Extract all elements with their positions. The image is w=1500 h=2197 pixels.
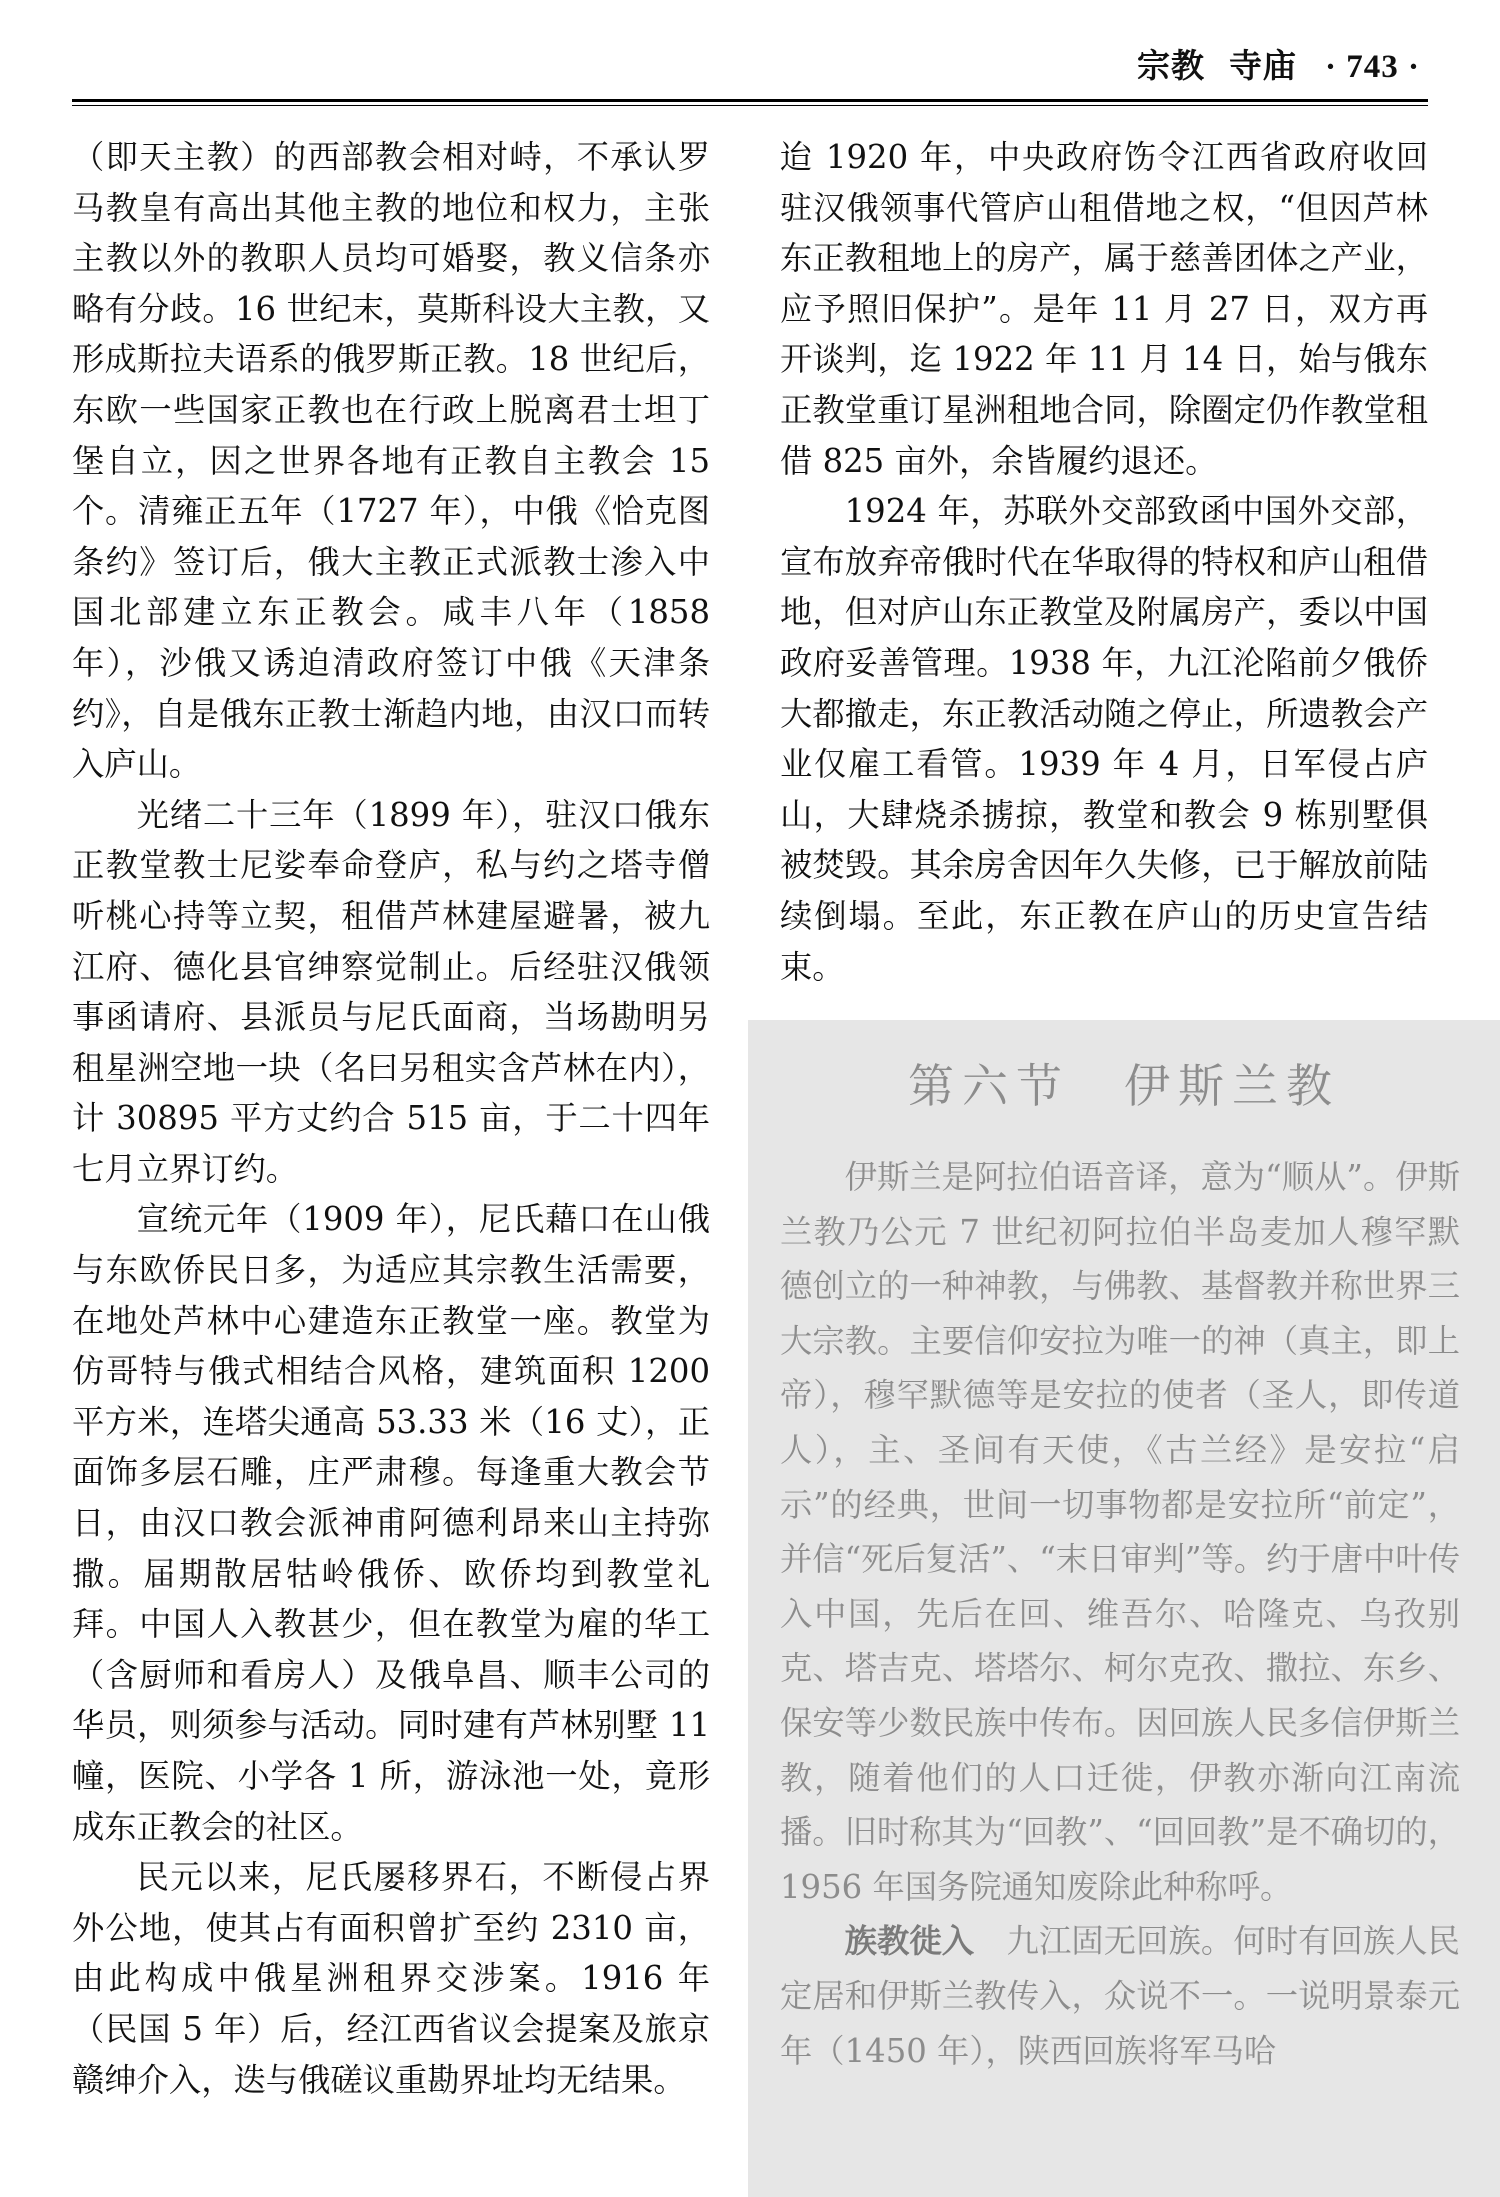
subsection-body: 九江固无回族。何时有回族人民定居和伊斯兰教传入，众说不一。一说明景泰元年（1450 年），陕西回族将军马哈 xyxy=(780,1922,1460,2070)
left-paragraph-3: 宣统元年（1909 年），尼氏藉口在山俄与东欧侨民日多，为适应其宗教生活需要，在地处芦林中心建造东正教堂一座。教堂为仿哥特与俄式相结合风格，建筑面积 1200 平方米，连塔尖通高 53.33 米（16 丈），正面饰多层石雕，庄严肃穆。每逢重大教会节日，由汉口教会派神甫阿德利昂来山主持弥撒。届期散居牯岭俄侨、欧侨均到教堂礼拜。中国人入教甚少，但在教堂为雇的华工（含厨师和看房人）及俄阜昌、顺丰公司的华员，则须参与活动。同时建有芦林别墅 11 幢，医院、小学各 1 所，游泳池一处，竟形成东正教会的社区。 xyxy=(72,1200,710,1846)
header-category: 宗教 xyxy=(1136,46,1205,85)
left-column xyxy=(72,132,710,2105)
section-six-box xyxy=(748,1020,1500,2197)
section-paragraph-2 xyxy=(780,1914,1460,2078)
section-paragraph-1: 伊斯兰是阿拉伯语音译，意为“顺从”。伊斯兰教乃公元 7 世纪初阿拉伯半岛麦加人穆罕默德创立的一种神教，与佛教、基督教并称世界三大宗教。主要信仰安拉为唯一的神（真主，即上帝），穆罕默德等是安拉的使者（圣人，即传道人），主、圣间有天使，《古兰经》是安拉“启示”的经典，世间一切事物都是安拉所“前定”，并信“死后复活”、“末日审判”等。约于唐中叶传入中国，先后在回、维吾尔、哈隆克、乌孜别克、塔吉克、塔塔尔、柯尔克孜、撒拉、东乡、保安等少数民族中传布。因回族人民多信伊斯兰教，随着他们的人口迁徙，伊教亦渐向江南流播。旧时称其为“回教”、“回回教”是不确切的，1956 年国务院通知废除此种称呼。 xyxy=(780,1158,1460,1906)
section-six-body xyxy=(780,1150,1460,2078)
left-paragraph-1: （即天主教）的西部教会相对峙，不承认罗马教皇有高出其他主教的地位和权力，主张主教以外的教职人员均可婚娶，教义信条亦略有分歧。16 世纪末，莫斯科设大主教，又形成斯拉夫语系的俄罗斯正教。18 世纪后，东欧一些国家正教也在行政上脱离君士坦丁堡自立，因之世界各地有正教自主教会 15 个。清雍正五年（1727 年），中俄《恰克图条约》签订后，俄大主教正式派教士渗入中国北部建立东正教会。咸丰八年（1858 年），沙俄又诱迫清政府签订中俄《天津条约》，自是俄东正教士渐趋内地，由汉口而转入庐山。 xyxy=(72,138,710,784)
header-section: 寺庙 xyxy=(1228,46,1297,85)
subsection-heading: 族教徙入 xyxy=(844,1922,975,1961)
right-paragraph-2: 1924 年，苏联外交部致函中国外交部，宣布放弃帝俄时代在华取得的特权和庐山租借地，但对庐山东正教堂及附属房产，委以中国政府妥善管理。1938 年，九江沦陷前夕俄侨大都撤走，东正教活动随之停止，所遗教会产业仅雇工看管。1939 年 4 月，日军侵占庐山，大肆烧杀掳掠，教堂和教会 9 栋别墅俱被焚毁。其余房舍因年久失修，已于解放前陆续倒塌。至此，东正教在庐山的历史宣告结束。 xyxy=(780,492,1428,986)
section-title: 第六节 伊斯兰教 xyxy=(908,1059,1340,1113)
left-paragraph-4: 民元以来，尼氏屡移界石，不断侵占界外公地，使其占有面积曾扩至约 2310 亩，由此构成中俄星洲租界交涉案。1916 年（民国 5 年）后，经江西省议会提案及旅京赣绅介入，迭与俄磋议重勘界址均无结果。 xyxy=(72,1858,710,2099)
page-header xyxy=(1137,40,1420,87)
left-paragraph-2: 光绪二十三年（1899 年），驻汉口俄东正教堂教士尼娑奉命登庐，私与约之塔寺僧听桃心持等立契，租借芦林建屋避暑，被九江府、德化县官绅察觉制止。后经驻汉俄领事函请府、县派员与尼氏面商，当场勘明另租星洲空地一块（名曰另租实含芦林在内），计 30895 平方丈约合 515 亩，于二十四年七月立界订约。 xyxy=(72,795,710,1188)
page-number: · 743 · xyxy=(1324,49,1420,85)
right-paragraph-1: 迨 1920 年，中央政府饬令江西省政府收回驻汉俄领事代管庐山租借地之权，“但因芦林东正教租地上的房产，属于慈善团体之产业，应予照旧保护”。是年 11 月 27 日，双方再开谈判，迄 1922 年 11 月 14 日，始与俄东正教堂重订星洲租地合同，除圈定仍作教堂租借 825 亩外，余皆履约退还。 xyxy=(780,138,1428,480)
header-rule-thick xyxy=(72,99,1428,102)
right-column xyxy=(780,132,1428,992)
header-rule-thin xyxy=(72,105,1428,106)
